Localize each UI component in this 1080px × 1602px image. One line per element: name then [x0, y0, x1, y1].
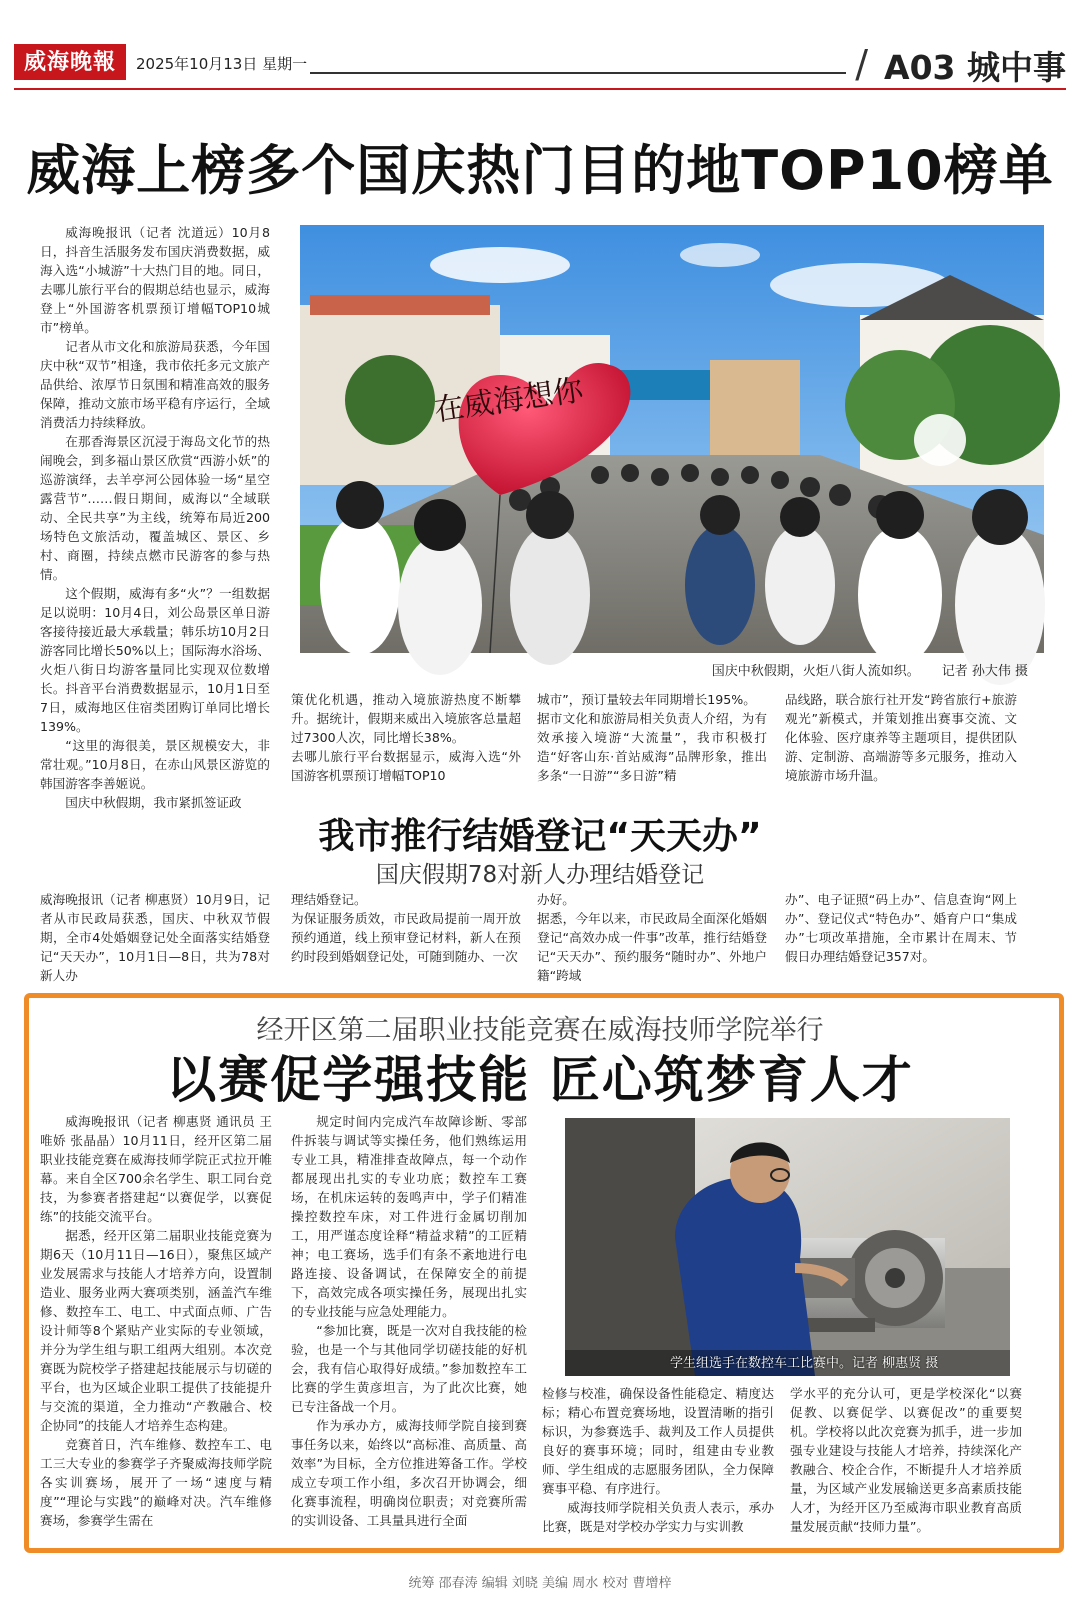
slash-divider-icon: / [855, 42, 868, 86]
lathe-student-photo [565, 1118, 1010, 1376]
article1-photo-caption [300, 660, 1044, 679]
article3-paragraph: 竞赛首日，汽车维修、数控车工、电工三大专业的参赛学子齐聚威海技师学院各实训赛场，展开了一场“速度与精度”“理论与实践”的巅峰对决。汽车维修赛场，参赛学生需在 [40, 1437, 272, 1528]
article2-column-1: 威海晚报讯（记者 柳惠贤）10月9日，记者从市民政局获悉，国庆、中秋双节假期，全市4处婚姻登记处全面落实结婚登记“天天办”，10月1日—8日，共为78对新人办 [40, 892, 270, 983]
article3-paragraph: 作为承办方，威海技师学院自接到赛事任务以来，始终以“高标准、高质量、高效率”为目标，全方位推进筹备工作。学校成立专项工作小组，多次召开协调会，细化赛事流程，明确岗位职责；对竞赛所需的实训设备、工具量具进行全面 [291, 1418, 527, 1528]
article2-headline: 我市推行结婚登记“天天办” [318, 816, 762, 857]
article3-column-4: 学水平的充分认可，更是学校深化“以赛促教、以赛促学、以赛促改”的重要契机。学校将以此次竞赛为抓手，进一步加强专业建设与技能人才培养，持续深化产教融合、校企合作，不断提升人才培养质量，为区域产业发展输送更多高素质技能人才，为经开区乃至威海市职业教育高质量发展贡献“技师力量”。 [790, 1386, 1022, 1534]
issue-date: 2025年10月13日 星期一 [136, 55, 308, 73]
article1-paragraph: 威海晚报讯（记者 沈道远）10月8日，抖音生活服务发布国庆消费数据，威海入选“小城游”十大热门目的地。同日，去哪儿旅行平台的假期总结也显示，威海登上“外国游客机票预订增幅TOP10城市”榜单。 [40, 225, 270, 335]
article3-paragraph: 规定时间内完成汽车故障诊断、零部件拆装与调试等实操任务，他们熟练运用专业工具，精准排查故障点，每一个动作都展现出扎实的专业功底；数控车工赛场，在机床运转的轰鸣声中，学子们精准操控数控车床，对工件进行金属切削加工，用严谨态度诠释“精益求精”的工匠精神；电工赛场，选手们有条不紊地进行电路连接、设备调试，在保障安全的前提下，高效完成各项实操任务，展现出扎实的专业技能与应急处理能力。 [291, 1114, 527, 1319]
article1-column-3: 城市”，预订量较去年同期增长195%。 据市文化和旅游局相关负责人介绍，为有效承接入境游“大流量”，我市积极打造“好客山东·首站威海”品牌形象，推出多条“一日游”“多日游”精 [537, 692, 767, 783]
masthead-rule [310, 72, 846, 74]
article1-paragraph: “这里的海很美，景区规模安大，非常壮观。”10月8日，在赤山风景区游览的韩国游客李善姬说。 [40, 738, 270, 791]
article1-column-1 [40, 223, 270, 810]
page-section-label: A03 城中事 [884, 48, 1066, 87]
newspaper-logo: 威海晚報 [14, 44, 126, 80]
crowd-street-photo [300, 225, 1044, 653]
article2-column-4: 办”、电子证照“码上办”、信息查询“网上办”、登记仪式“特色办”、婚育户口“集成办”七项改革措施，全市累计在周末、节假日办理结婚登记357对。 [785, 892, 1017, 964]
article3-paragraph: “参加比赛，既是一次对自我技能的检验，也是一个与其他同学切磋技能的好机会，我有信心取得好成绩。”参加数控车工比赛的学生黄彦坦言，为了此次比赛，她已专注备战一个月。 [291, 1323, 527, 1414]
article3-paragraph: 威海技师学院相关负责人表示，承办比赛，既是对学校办学实力与实训教 [542, 1500, 774, 1534]
photo-credit: 记者 孙大伟 摄 [941, 664, 1028, 679]
article3-photo [565, 1118, 1010, 1376]
article3-column-1 [40, 1112, 272, 1527]
article2-subheadline: 国庆假期78对新人办理结婚登记 [375, 862, 705, 888]
article1-column-2: 策优化机遇，推动入境旅游热度不断攀升。据统计，假期来威出入境旅客总量超过7300人次，同比增长38%。 去哪儿旅行平台数据显示，威海入选“外国游客机票预订增幅TOP10 [291, 692, 521, 783]
photo-caption-text: 国庆中秋假期，火炬八街人流如织。 [711, 664, 920, 679]
article3-paragraph: 检修与校准，确保设备性能稳定、精度达标；精心布置竞赛场地，设置清晰的指引标识，为参赛选手、裁判及工作人员提供良好的赛事环境；同时，组建由专业教师、学生组成的志愿服务团队，全力保障赛事平稳、有序进行。 [542, 1386, 774, 1496]
article2-column-2: 理结婚登记。 为保证服务质效，市民政局提前一周开放预约通道，线上预审登记材料，新人在预约时段到婚姻登记处，可随到随办、一次 [291, 892, 521, 964]
article1-paragraph: 记者从市文化和旅游局获悉，今年国庆中秋“双节”相逢，我市依托多元文旅产品供给、浓厚节日氛围和精准高效的服务保障，推动文旅市场平稳有序运行，全域消费活力持续释放。 [40, 339, 270, 430]
article3-paragraph: 据悉，经开区第二届职业技能竞赛为期6天（10月11日—16日），聚焦区域产业发展需求与技能人才培养方向，设置制造业、服务业两大赛项类别，涵盖汽车维修、数控车工、电工、中式面点师、广告设计师等8个紧贴产业实际的专业领域，并分为学生组与职工组两大组别。本次竞赛既为院校学子搭建起技能展示与切磋的平台，也为区域企业职工提供了技能提升与交流的渠道，全力推动“产教融合、校企协同”的技能人才培养生态构建。 [40, 1228, 272, 1433]
article3-column-2 [291, 1112, 527, 1527]
article1-paragraph: 在那香海景区沉浸于海岛文化节的热闹晚会，到多福山景区欣赏“西游小妖”的巡游演绎，去羊亭河公园体验一场“星空露营节”……假日期间，威海以“全域联动、全民共享”为主线，统筹布局近200场特色文旅活动，覆盖城区、景区、乡村、商圈，持续点燃市民游客的参与热情。 [40, 434, 270, 582]
balloon-text: 在威海想你 [431, 372, 586, 429]
article1-paragraph: 国庆中秋假期，我市紧抓签证政 [65, 795, 242, 810]
article2-column-3: 办好。 据悉，今年以来，市民政局全面深化婚姻登记“高效办成一件事”改革，推行结婚登记“天天办”、预约服务“随时办”、外地户籍“跨域 [537, 892, 767, 983]
article3-column-3 [542, 1384, 774, 1534]
article3-paragraph: 威海晚报讯（记者 柳惠贤 通讯员 王唯娇 张晶晶）10月11日，经开区第二届职业技能竞赛在威海技师学院正式拉开帷幕。来自全区700余名学生、职工同台竞技，为参赛者搭建起“以赛促学，以赛促练”的技能交流平台。 [40, 1114, 272, 1224]
editorial-credits: 统筹 邵春涛 编辑 刘晓 美编 周水 校对 曹增梓 [408, 1576, 672, 1591]
article3-kicker: 经开区第二届职业技能竞赛在威海技师学院举行 [256, 1015, 824, 1046]
article1-column-4: 品线路，联合旅行社开发“跨省旅行+旅游观光”新模式，并策划推出赛事交流、文化体验、医疗康养等主题项目，提供团队游、定制游、高端游等多元服务，推动入境旅游市场升温。 [785, 692, 1017, 783]
article1-photo [300, 225, 1044, 653]
article3-photo-caption: 学生组选手在数控车工比赛中。记者 柳惠贤 摄 [670, 1356, 939, 1371]
masthead-underline [14, 88, 1066, 90]
article3-headline: 以赛促学强技能 匠心筑梦育人才 [166, 1051, 914, 1109]
article1-headline: 威海上榜多个国庆热门目的地TOP10榜单 [26, 139, 1054, 202]
article1-paragraph: 这个假期，威海有多“火”？一组数据足以说明：10月4日，刘公岛景区单日游客接待接近最大承载量；韩乐坊10月2日游客同比增长50%以上；国际海水浴场、火炬八街日均游客量同比实现双位数增长。抖音平台消费数据显示，10月1日至7日，威海地区住宿类团购订单同比增长139%。 [40, 586, 270, 734]
